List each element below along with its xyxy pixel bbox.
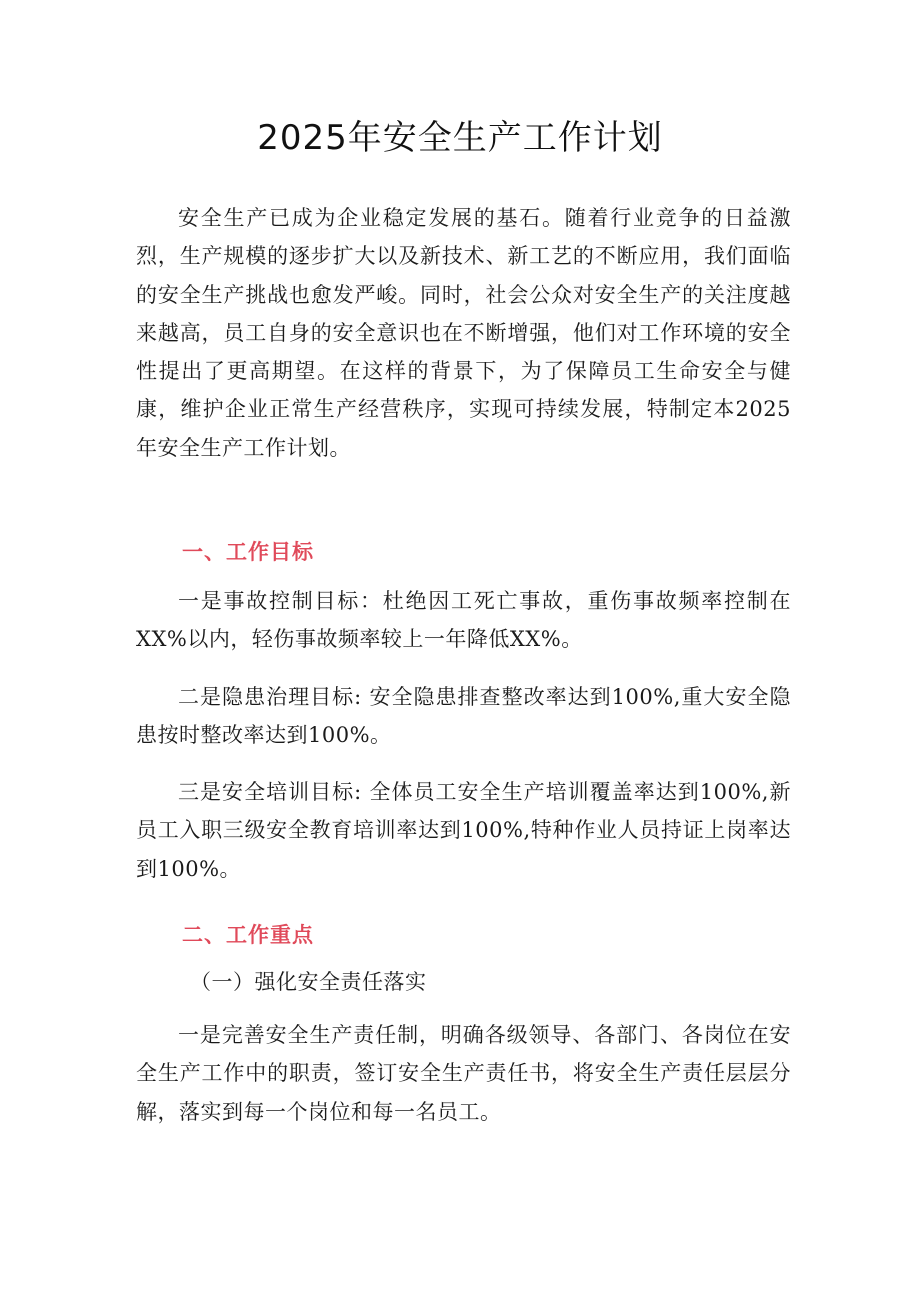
goal-paragraph-safety-training: 三是安全培训目标: 全体员工安全生产培训覆盖率达到100%,新员工入职三级安全教育培训率达到100%,特种作业人员持证上岗率达到100%。 bbox=[136, 780, 791, 881]
intro-paragraph: 安全生产已成为企业稳定发展的基石。随着行业竞争的日益激烈，生产规模的逐步扩大以及新技术、新工艺的不断应用，我们面临的安全生产挑战也愈发严峻。同时，社会公众对安全生产的关注度越来越高，员工自身的安全意识也在不断增强，他们对工作环境的安全性提出了更高期望。在这样的背景下，为了保障员工生命安全与健康，维护企业正常生产经营秩序，实现可持续发展，特制定本2025年安全生产工作计划。 bbox=[136, 206, 791, 460]
goal-paragraph-hazard-control: 二是隐患治理目标: 安全隐患排查整改率达到100%,重大安全隐患按时整改率达到100%。 bbox=[136, 685, 791, 748]
section-heading-goals: 一、工作目标 bbox=[182, 540, 314, 564]
subsection-heading-responsibility: （一）强化安全责任落实 bbox=[190, 970, 427, 994]
document-title: 2025年安全生产工作计划 bbox=[257, 118, 663, 158]
goal-paragraph-accident-control: 一是事故控制目标：杜绝因工死亡事故，重伤事故频率控制在XX%以内，轻伤事故频率较上一年降低XX%。 bbox=[136, 589, 791, 652]
key-work-paragraph-responsibility-system: 一是完善安全生产责任制，明确各级领导、各部门、各岗位在安全生产工作中的职责，签订安全生产责任书，将安全生产责任层层分解，落实到每一个岗位和每一名员工。 bbox=[136, 1023, 791, 1124]
section-heading-key-work: 二、工作重点 bbox=[182, 923, 314, 947]
